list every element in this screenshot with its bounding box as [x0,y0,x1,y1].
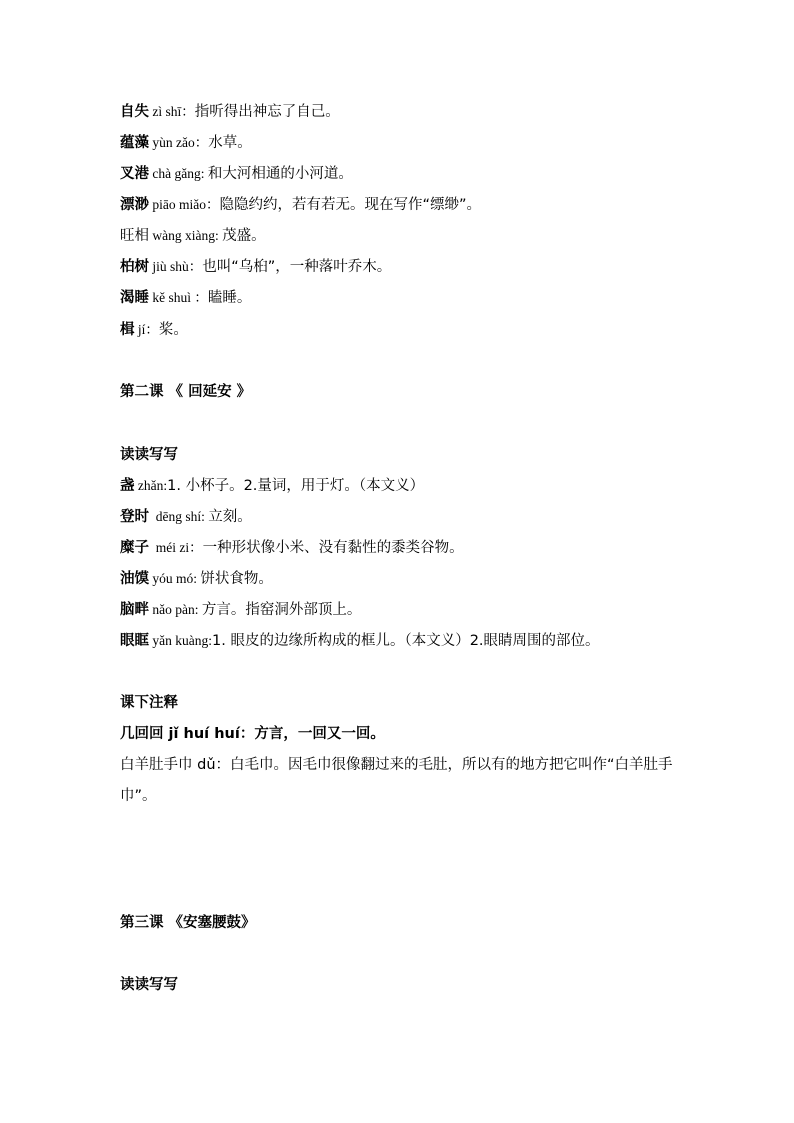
vocab-term: 脑畔 [120,602,149,618]
vocab-definition: 1. 眼皮的边缘所构成的框儿。（本文义）2.眼睛周围的部位。 [212,633,600,649]
vocab-pinyin: kě shuì ： [149,290,208,305]
vocab-pinyin: zì shī： [149,104,195,119]
vocab-pinyin: yǎn kuàng: [149,633,212,648]
vocab-term: 蕴藻 [120,135,149,151]
vocab-entry [120,102,694,122]
vocab-entry [120,288,694,308]
lesson-heading: 第二课 《 回延安 》 [120,384,252,400]
vocab-definition: 瞌睡。 [207,290,252,306]
vocab-pinyin: nǎo pàn: [149,602,202,617]
vocab-term: 自失 [120,104,149,120]
vocab-entry [120,195,694,215]
vocab-entry [120,226,694,246]
vocab-entry [120,164,694,184]
note-line: 几回回 jǐ huí huí：方言，一回又一回。 [120,726,385,742]
vocab-definition: 指听得出神忘了自己。 [194,104,340,120]
vocab-term: 渴睡 [120,290,149,306]
vocab-entry [120,631,694,651]
vocab-term: 叉港 [120,166,149,182]
vocab-definition: 和大河相通的小河道。 [207,166,353,182]
vocab-term: 盏 [120,478,135,494]
vocab-definition: 隐隐约约，若有若无。现在写作“缥缈”。 [219,197,482,213]
vocab-term: 登时 [120,509,149,525]
section-heading: 课下注释 [120,695,178,711]
vocab-definition: 一种形状像小米、没有黏性的黍类谷物。 [202,540,464,556]
vocab-entry [120,507,694,527]
vocab-definition: 饼状食物。 [200,571,273,587]
vocab-term: 油馍 [120,571,149,587]
vocab-definition: 1. 小杯子。2.量词，用于灯。（本文义） [167,478,425,494]
vocab-pinyin: piāo miǎo： [149,197,220,212]
vocab-term: 柏树 [120,259,149,275]
vocab-definition: 桨。 [158,322,188,338]
vocab-entry [120,320,694,340]
vocab-entry [120,257,694,277]
vocab-entry [120,569,694,589]
vocab-term: 眼眶 [120,633,149,649]
vocab-pinyin: méi zi： [149,540,203,555]
vocab-entry [120,538,694,558]
vocab-definition: 立刻。 [208,509,252,525]
vocab-definition: 方言。指窑洞外部顶上。 [201,602,362,618]
vocab-term: 旺相 [120,228,149,244]
vocab-pinyin: yùn zǎo： [149,135,209,150]
vocab-pinyin: jí： [134,322,159,337]
vocab-pinyin: chà gǎng: [149,166,208,181]
vocab-definition: 水草。 [208,135,252,151]
vocab-pinyin: wàng xiàng: [149,228,223,243]
vocab-pinyin: jiù shù： [149,259,203,274]
note-paragraph: 白羊肚手巾 dǔ：白毛巾。因毛巾很像翻过来的毛肚，所以有的地方把它叫作“白羊肚手巾”。 [120,757,673,804]
section-heading: 读读写写 [120,447,178,463]
lesson-heading: 第三课 《安塞腰鼓》 [120,915,256,931]
vocab-pinyin: zhǎn: [134,478,168,493]
vocab-entry [120,133,694,153]
vocab-pinyin: yóu mó: [149,571,201,586]
vocab-term: 漂渺 [120,197,149,213]
vocab-entry [120,600,694,620]
vocab-term: 楫 [120,322,135,338]
vocab-definition: 也叫“乌桕”，一种落叶乔木。 [202,259,392,275]
section-heading: 读读写写 [120,977,178,993]
vocab-pinyin: dēng shí: [149,509,209,524]
vocab-definition: 茂盛。 [222,228,266,244]
vocab-entry [120,476,694,496]
vocab-term: 糜子 [120,540,149,556]
